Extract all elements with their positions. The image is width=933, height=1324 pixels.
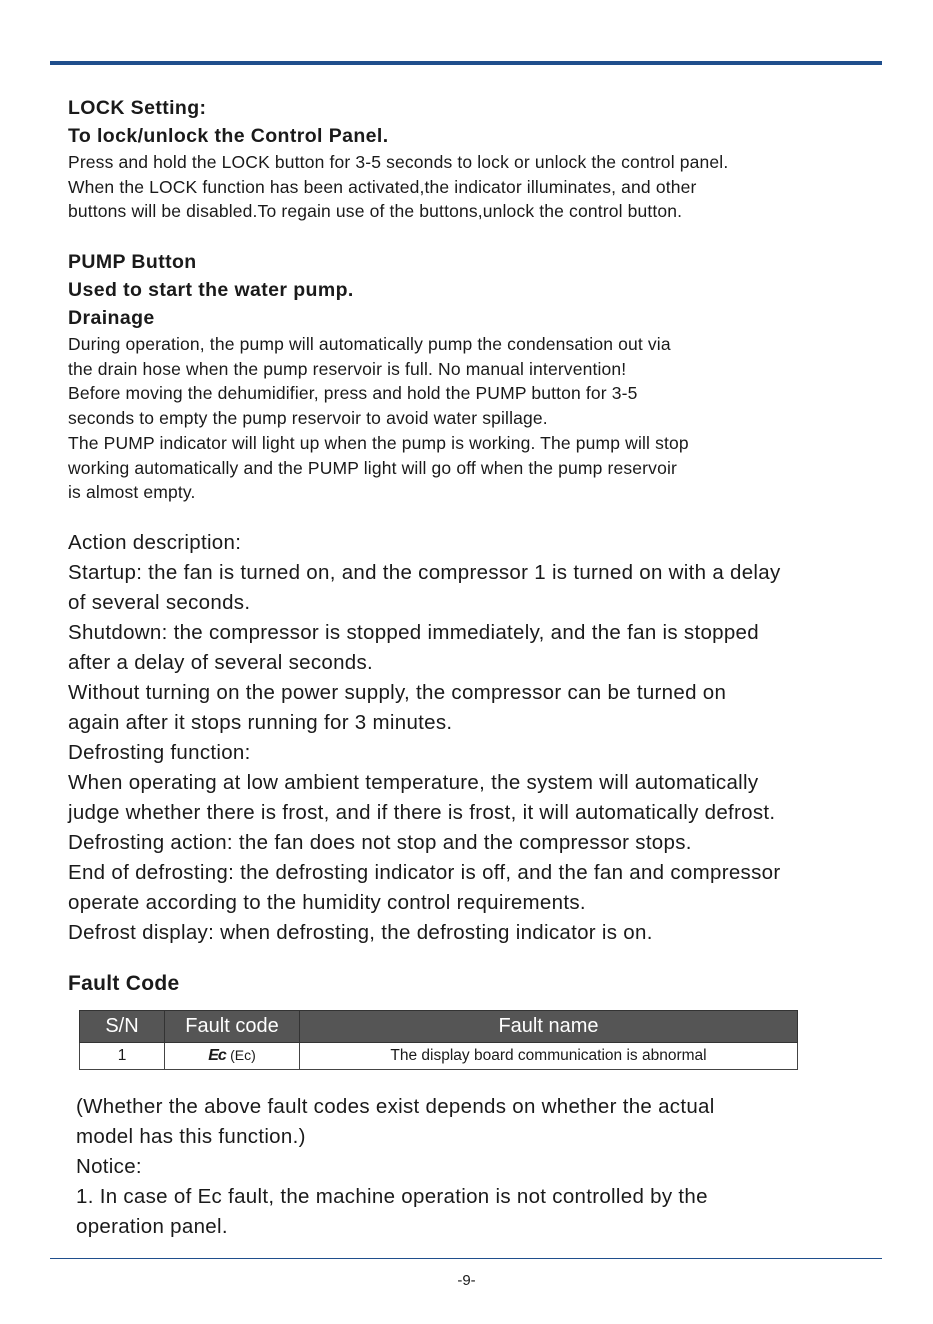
action-line: judge whether there is frost, and if there is frost, it will automatically defrost. [68,801,776,824]
drainage-heading: Drainage [68,307,155,329]
footer-rule [50,1258,882,1259]
fault-code-title: Fault Code [68,972,180,995]
cell-fault-code [165,1043,300,1070]
ec-display-glyph: Ec [208,1047,226,1064]
cell-sn: 1 [80,1043,165,1070]
action-line: When operating at low ambient temperature, the system will automatically [68,771,759,794]
action-section [68,528,913,948]
action-line: Action description: [68,531,242,554]
action-line: Startup: the fan is turned on, and the compressor 1 is turned on with a delay [68,561,781,584]
cell-fault-name: The display board communication is abnormal [300,1043,798,1070]
lock-heading: LOCK Setting: [68,97,207,119]
pump-line: working automatically and the PUMP light will go off when the pump reservoir [68,457,677,478]
action-line: Shutdown: the compressor is stopped immediately, and the fan is stopped [68,621,759,644]
pump-line: seconds to empty the pump reservoir to avoid water spillage. [68,408,548,429]
column-header-sn: S/N [80,1011,165,1043]
action-line: again after it stops running for 3 minutes. [68,711,453,734]
fault-section [68,972,888,996]
header-rule [50,61,882,65]
lock-subheading: To lock/unlock the Control Panel. [68,125,389,147]
note-line: operation panel. [76,1215,228,1238]
lock-line: When the LOCK function has been activated,the indicator illuminates, and other [68,176,697,197]
pump-subheading: Used to start the water pump. [68,279,354,301]
note-line: (Whether the above fault codes exist depends on whether the actual [76,1095,715,1118]
action-line: Defrosting action: the fan does not stop and the compressor stops. [68,831,692,854]
fault-code-table [79,1010,798,1070]
table-row [80,1043,798,1070]
action-line: after a delay of several seconds. [68,651,374,674]
note-line: model has this function.) [76,1125,306,1148]
ec-code-text: (Ec) [230,1047,256,1063]
page-number: -9- [457,1272,476,1289]
action-line: Without turning on the power supply, the compressor can be turned on [68,681,727,704]
action-line: of several seconds. [68,591,251,614]
action-line: Defrosting function: [68,741,251,764]
pump-line: During operation, the pump will automatically pump the condensation out via [68,334,671,354]
action-line: Defrost display: when defrosting, the defrosting indicator is on. [68,921,653,944]
pump-section [68,248,888,505]
column-header-fault-code: Fault code [165,1011,300,1043]
table-header-row [80,1011,798,1043]
action-line: operate according to the humidity control requirements. [68,891,586,914]
pump-line: Before moving the dehumidifier, press and hold the PUMP button for 3-5 [68,383,638,404]
lock-line: buttons will be disabled.To regain use of the buttons,unlock the control button. [68,201,683,222]
notes-section [76,1092,896,1242]
lock-line: Press and hold the LOCK button for 3-5 seconds to lock or unlock the control panel. [68,152,729,172]
pump-line: is almost empty. [68,482,196,503]
action-line: End of defrosting: the defrosting indicator is off, and the fan and compressor [68,861,781,884]
pump-line: The PUMP indicator will light up when the pump is working. The pump will stop [68,432,689,453]
column-header-fault-name: Fault name [300,1011,798,1043]
lock-section [68,94,888,224]
pump-heading: PUMP Button [68,251,197,273]
note-line: Notice: [76,1155,142,1178]
pump-line: the drain hose when the pump reservoir is full. No manual intervention! [68,358,627,379]
note-line: 1. In case of Ec fault, the machine operation is not controlled by the [76,1185,708,1208]
